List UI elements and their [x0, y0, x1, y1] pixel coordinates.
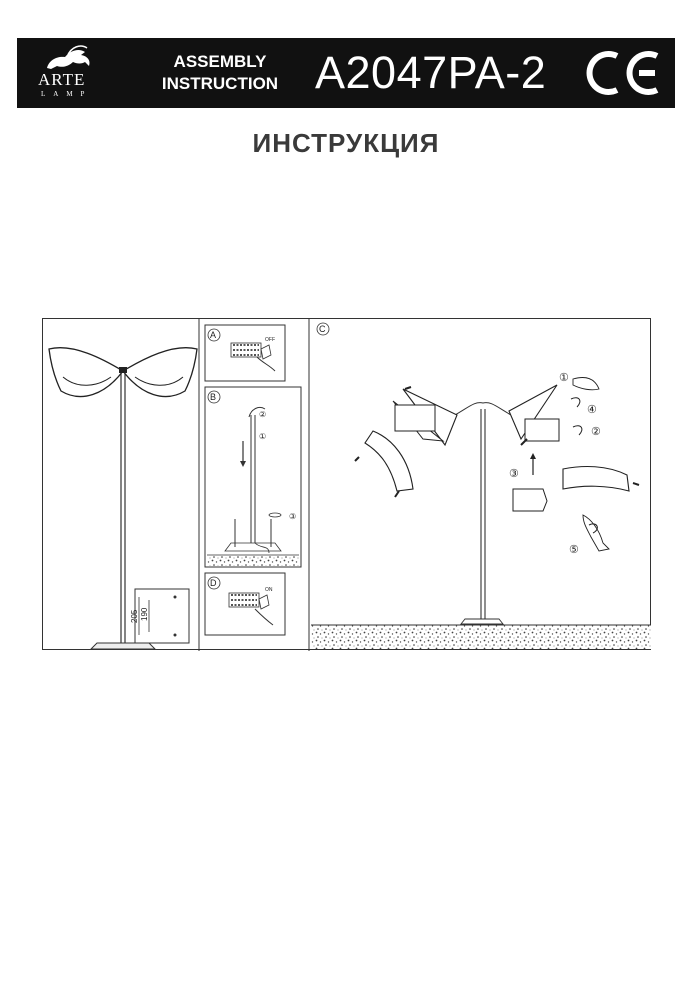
- brand-logo: [27, 42, 127, 104]
- step-b-label: B: [210, 392, 217, 402]
- brand-name: ARTE: [38, 70, 86, 89]
- lamp-overview: [49, 348, 197, 649]
- step-a-label: A: [210, 330, 217, 340]
- step-d-label: D: [210, 578, 217, 588]
- model-number: A2047PA-2: [315, 47, 547, 98]
- step-b-panel: [205, 387, 301, 567]
- brand-subname: LAMP: [41, 90, 93, 98]
- step-b-number-3: ③: [289, 512, 297, 521]
- switch-off-label: OFF: [265, 337, 275, 343]
- step-d-panel: [205, 573, 285, 635]
- step-c-number-1: ①: [559, 372, 569, 384]
- step-c-panel: [311, 323, 651, 649]
- griffin-logo-icon: [27, 42, 127, 72]
- header-bar: [17, 38, 675, 108]
- step-c-number-3: ③: [509, 468, 519, 480]
- page-title: ИНСТРУКЦИЯ: [252, 128, 440, 158]
- step-a-panel: [205, 325, 285, 381]
- step-b-number-2: ②: [259, 410, 267, 419]
- step-b-number-1: ①: [259, 432, 267, 441]
- assembly-diagram: [42, 318, 651, 650]
- document-type-line2: INSTRUCTION: [161, 74, 279, 93]
- dimension-205: 205: [130, 609, 139, 623]
- step-c-number-5: ⑤: [569, 544, 579, 556]
- step-c-number-2: ②: [591, 426, 601, 438]
- document-type: [155, 51, 285, 95]
- switch-on-label: ON: [265, 587, 273, 593]
- assembly-drawing: [43, 319, 652, 651]
- dimension-190: 190: [140, 607, 149, 621]
- ce-mark-icon: [583, 46, 663, 100]
- step-c-number-4: ④: [587, 404, 597, 416]
- document-type-line1: ASSEMBLY: [173, 52, 267, 71]
- step-c-label: C: [319, 324, 326, 334]
